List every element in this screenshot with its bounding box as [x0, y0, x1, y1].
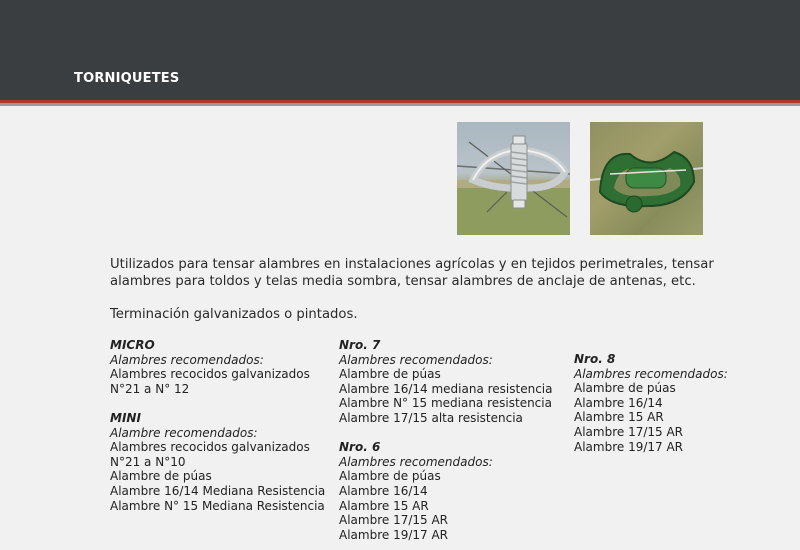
models-column-1	[110, 338, 325, 513]
model-nro-7	[339, 338, 553, 426]
list-item: Alambre 17/15 AR	[574, 424, 684, 439]
models-column-2	[339, 338, 553, 542]
header-divider	[0, 103, 800, 106]
model-title: MICRO	[110, 338, 155, 352]
models-column-3	[574, 352, 728, 454]
list-item: Alambre N° 15 Mediana Resistencia	[110, 498, 325, 513]
model-micro	[110, 338, 325, 396]
header-bar	[0, 0, 800, 100]
recommended-label: Alambre recomendados:	[110, 425, 258, 440]
list-item: Alambre 19/17 AR	[574, 439, 684, 454]
list-item: Alambres recocidos galvanizados	[110, 440, 310, 455]
list-item: N°21 a N° 12	[110, 381, 190, 396]
list-item: Alambre de púas	[110, 469, 212, 484]
product-description: Utilizados para tensar alambres en instalaciones agrícolas y en tejidos perimetrales, tensar alambres para toldos y telas media sombra, tensar alambres de anclaje de antenas, etc.	[110, 257, 714, 289]
finish-note: Terminación galvanizados o pintados.	[110, 307, 358, 322]
list-item: Alambre 19/17 AR	[339, 527, 449, 542]
list-item: Alambre 15 AR	[339, 498, 429, 513]
model-title: Nro. 8	[574, 352, 616, 366]
list-item: N°21 a N°10	[110, 454, 186, 469]
model-title: Nro. 7	[339, 338, 381, 352]
recommended-label: Alambres recomendados:	[339, 352, 493, 367]
list-item: Alambre 16/14 Mediana Resistencia	[110, 483, 326, 498]
list-item: Alambre 15 AR	[574, 410, 664, 425]
list-item: Alambres recocidos galvanizados	[110, 367, 310, 382]
list-item: Alambre 16/14	[339, 483, 428, 498]
green-painted-tensioner-photo	[590, 122, 703, 235]
recommended-label: Alambres recomendados:	[574, 366, 728, 381]
model-nro-8	[574, 352, 728, 454]
list-item: Alambre N° 15 mediana resistencia	[339, 396, 552, 411]
list-item: Alambre 16/14 mediana resistencia	[339, 381, 553, 396]
recommended-label: Alambres recomendados:	[339, 454, 493, 469]
list-item: Alambre de púas	[339, 367, 441, 382]
model-title: Nro. 6	[339, 440, 381, 455]
model-title: MINI	[110, 410, 141, 425]
model-nro-6	[339, 440, 553, 542]
page-title: TORNIQUETES	[74, 71, 180, 86]
list-item: Alambre 17/15 alta resistencia	[339, 410, 523, 425]
list-item: Alambre de púas	[339, 469, 441, 484]
list-item: Alambre 16/14	[574, 395, 663, 410]
recommended-label: Alambres recomendados:	[110, 352, 264, 367]
model-mini	[110, 411, 325, 513]
list-item: Alambre 17/15 AR	[339, 513, 449, 528]
list-item: Alambre de púas	[574, 381, 676, 396]
galvanized-tensioner-photo	[457, 122, 570, 235]
